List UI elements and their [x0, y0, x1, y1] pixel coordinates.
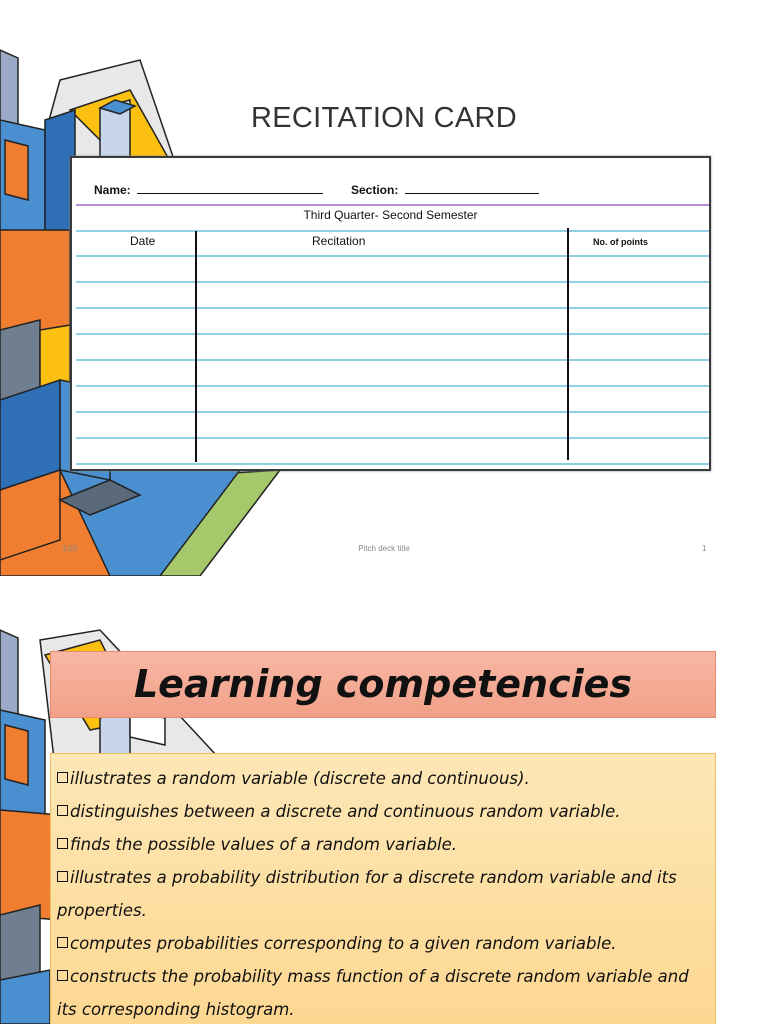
checkbox-icon [57, 970, 68, 981]
competency-text: constructs the probability mass function of a discrete random variable and its corresponding histogram. [57, 967, 689, 1019]
checkbox-icon [57, 838, 68, 849]
checkbox-icon [57, 871, 68, 882]
competencies-title: Learning competencies [133, 662, 633, 706]
competency-text: distinguishes between a discrete and continuous random variable. [70, 802, 621, 821]
competencies-banner [50, 651, 716, 718]
slide-title: RECITATION CARD [250, 102, 518, 134]
slide-learning-competencies [0, 600, 768, 1024]
checkbox-icon [57, 805, 68, 816]
name-field[interactable] [94, 183, 323, 197]
competency-item [57, 927, 707, 960]
competency-text: illustrates a random variable (discrete and continuous). [70, 769, 530, 788]
footer-date: 1/20 [62, 544, 78, 553]
competency-item [57, 828, 707, 861]
footer-title: Pitch deck title [358, 544, 410, 553]
ruled-line [76, 230, 709, 232]
checkbox-icon [57, 937, 68, 948]
competency-item [57, 795, 707, 828]
header-divider [76, 204, 709, 206]
competencies-list [50, 753, 716, 1024]
competency-text: finds the possible values of a random variable. [70, 835, 458, 854]
competency-item [57, 960, 707, 1024]
ruled-line [76, 463, 709, 465]
col-header-recitation: Recitation [312, 234, 366, 248]
checkbox-icon [57, 772, 68, 783]
section-field[interactable] [351, 183, 539, 197]
competency-text: computes probabilities corresponding to a given random variable. [70, 934, 617, 953]
col-header-date: Date [130, 234, 156, 248]
recitation-rows[interactable] [76, 256, 709, 463]
competency-text: illustrates a probability distribution for a discrete random variable and its properties. [57, 868, 677, 920]
competency-item [57, 762, 707, 795]
section-blank [405, 183, 539, 194]
recitation-card [70, 156, 711, 471]
quarter-subtitle: Third Quarter- Second Semester [303, 208, 478, 222]
section-label: Section: [351, 183, 399, 197]
name-label: Name: [94, 183, 131, 197]
competency-item [57, 861, 707, 927]
footer-page-number: 1 [702, 544, 707, 553]
name-blank [137, 183, 323, 194]
col-header-points: No. of points [593, 237, 648, 247]
